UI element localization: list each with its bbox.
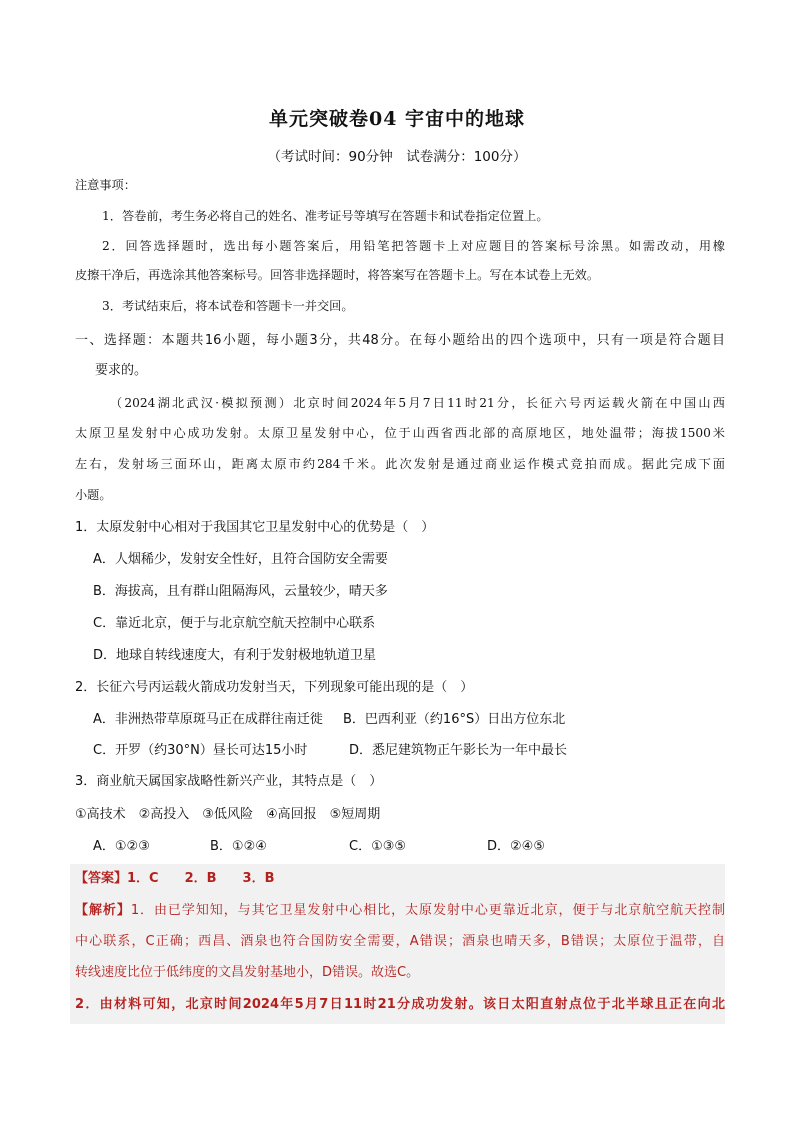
notice-item-2: 2．回答选择题时，选出每小题答案后，用铅笔把答题卡上对应题目的答案标号涂黑。如需改动，用橡: [102, 239, 725, 253]
analysis-line-3: 转线速度比位于低纬度的文昌发射基地小，D错误。故选C。: [75, 965, 420, 980]
question-1: 1．太原发射中心相对于我国其它卫星发射中心的优势是（ ）: [75, 520, 435, 535]
question-3-option-b: B．①②④: [210, 839, 267, 854]
question-2: 2．长征六号丙运载火箭成功发射当天，下列现象可能出现的是（ ）: [75, 680, 474, 695]
question-1-option-a: A．人烟稀少，发射安全性好，且符合国防安全需要: [93, 552, 388, 567]
notice-heading: 注意事项：: [75, 178, 136, 192]
notice-item-1: 1．答卷前，考生务必将自己的姓名、准考证号等填写在答题卡和试卷指定位置上。: [102, 209, 549, 223]
section-heading: 一、选择题：本题共16小题，每小题3分，共48分。在每小题给出的四个选项中，只有一项是符合题目: [75, 333, 725, 348]
page-title: 单元突破卷04 宇宙中的地球: [268, 108, 526, 130]
analysis-line-2: 中心联系，C正确；西昌、酒泉也符合国防安全需要，A错误；酒泉也晴天多，B错误；太原位于温带，自: [75, 934, 725, 949]
question-2-option-c: C．开罗（约30°N）昼长可达15小时: [93, 743, 308, 758]
question-3-option-a: A．①②③: [93, 839, 150, 854]
analysis-label: 【解析】: [75, 903, 131, 918]
material-line-4: 小题。: [75, 488, 112, 502]
analysis-text-1: 1．由已学知知，与其它卫星发射中心相比，太原发射中心更靠近北京，便于与北京航空航天控制: [130, 903, 725, 918]
question-1-option-d: D．地球自转线速度大，有利于发射极地轨道卫星: [93, 648, 377, 663]
analysis-line-4: 2．由材料可知，北京时间2024年5月7日11时21分成功发射。该日太阳直射点位于北半球且正在向北: [75, 997, 725, 1012]
question-1-option-c: C．靠近北京，便于与北京航空航天控制中心联系: [93, 616, 376, 631]
answer-text: 1．C 2．B 3．B: [127, 871, 275, 886]
question-3: 3．商业航天属国家战略性新兴产业，其特点是（ ）: [75, 774, 383, 789]
question-2-option-a: A．非洲热带草原斑马正在成群往南迁徙: [93, 712, 323, 727]
exam-info: （考试时间：90分钟 试卷满分：100分）: [267, 149, 527, 165]
question-1-option-b: B．海拔高，且有群山阻隔海风，云量较少，晴天多: [93, 584, 388, 599]
answer-line: [75, 869, 725, 889]
question-2-option-b: B．巴西利亚（约16°S）日出方位东北: [343, 712, 566, 727]
material-line-1: （2024湖北武汉·模拟预测）北京时间2024年5月7日11时21分，长征六号丙运载火箭在中国山西: [110, 396, 725, 410]
question-3-items: ①高技术 ②高投入 ③低风险 ④高回报 ⑤短周期: [75, 807, 381, 822]
material-line-2: 太原卫星发射中心成功发射。太原卫星发射中心，位于山西省西北部的高原地区，地处温带；海拔1500米: [75, 426, 725, 440]
answer-label: 【答案】: [75, 871, 128, 886]
question-3-option-d: D．②④⑤: [487, 839, 545, 854]
section-heading-cont: 要求的。: [95, 363, 148, 378]
analysis-line-1: [75, 901, 725, 921]
notice-item-3: 3．考试结束后，将本试卷和答题卡一并交回。: [102, 299, 354, 313]
question-2-option-d: D．悉尼建筑物正午影长为一年中最长: [349, 743, 568, 758]
material-line-3: 左右，发射场三面环山，距离太原市约284千米。此次发射是通过商业运作模式竞拍而成。据此完成下面: [75, 457, 725, 471]
question-3-option-c: C．①③⑤: [349, 839, 407, 854]
notice-item-2-cont: 皮擦干净后，再选涂其他答案标号。回答非选择题时，将答案写在答题卡上。写在本试卷上无效。: [75, 268, 600, 282]
